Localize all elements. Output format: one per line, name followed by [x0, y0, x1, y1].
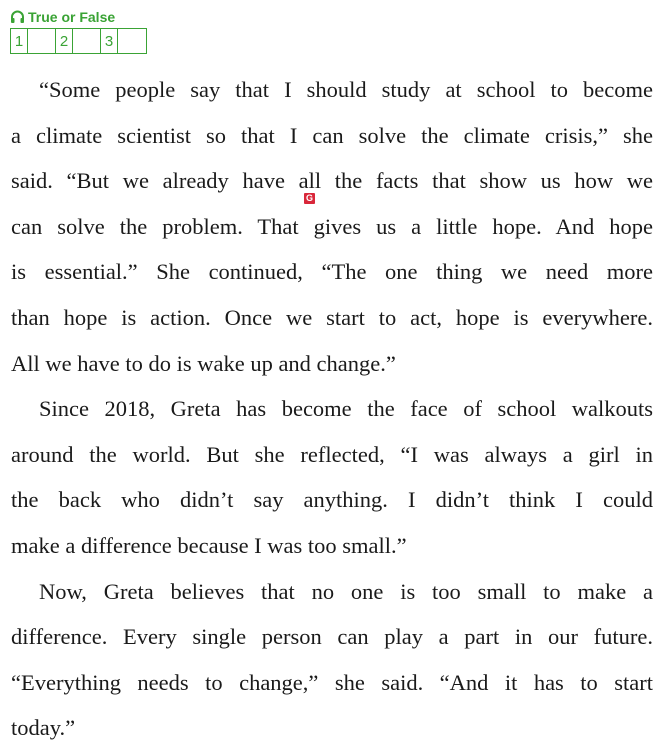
text-line: than hope is action. Once we start to act, hope is everywhere.	[11, 304, 653, 330]
answer-boxes	[10, 28, 147, 54]
text-line: is essential.” She continued, “The one thing we need more	[11, 259, 653, 285]
answer-box-number: 3	[101, 29, 118, 53]
answer-box-3[interactable]	[101, 29, 146, 53]
answer-box-2[interactable]	[56, 29, 101, 53]
answer-box-number: 2	[56, 29, 73, 53]
true-or-false-section	[10, 8, 147, 54]
paragraph-3	[11, 569, 653, 751]
glossary-marker-icon[interactable]: G	[305, 193, 313, 203]
text-line: said. “But we already have all the facts that show us how we	[11, 168, 653, 194]
text-line: difference. Every single person can play a part in our future.	[11, 624, 653, 650]
text-line: today.”	[11, 715, 76, 741]
text-line: Now, Greta believes that no one is too small to make a	[39, 578, 653, 604]
text-line: “Some people say that I should study at school to become	[39, 77, 653, 102]
text-line: make a difference because I was too small.”	[11, 532, 407, 558]
answer-box-1[interactable]	[11, 29, 56, 53]
text-line: around the world. But she reflected, “I was always a girl in	[11, 441, 653, 467]
text-line: “Everything needs to change,” she said. “And it has to start	[11, 669, 653, 695]
text-line: All we have to do is wake up and change.”	[11, 350, 396, 376]
text-line: a climate scientist so that I can solve the climate crisis,” she	[11, 122, 653, 148]
true-or-false-title: True or False	[28, 9, 116, 25]
text-line: the back who didn’t say anything. I didn’t think I could	[11, 487, 653, 513]
true-or-false-heading	[10, 8, 147, 26]
headphones-icon[interactable]	[10, 10, 25, 24]
paragraph-1	[11, 67, 653, 386]
text-line: Since 2018, Greta has become the face of school walkouts	[39, 396, 653, 422]
text-line: can solve the problem. That gives us a little hope. And hope	[11, 213, 653, 239]
answer-box-number: 1	[11, 29, 28, 53]
paragraph-2	[11, 386, 653, 568]
reading-passage	[11, 67, 653, 751]
